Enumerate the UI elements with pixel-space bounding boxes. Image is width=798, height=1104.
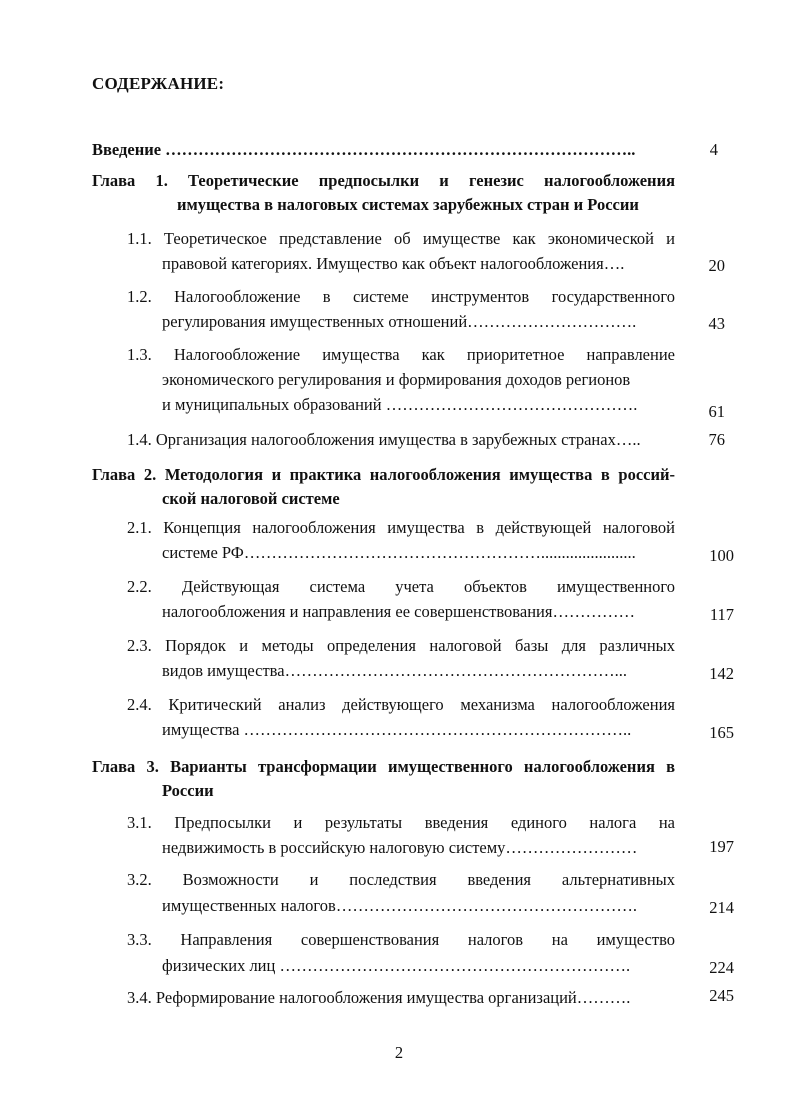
page-title: СОДЕРЖАНИЕ: (92, 74, 225, 93)
toc-2-3-page: 142 (709, 664, 734, 683)
toc-3-3-cont: физических лиц ………………………………………………………. (162, 956, 631, 975)
toc-3-2-page: 214 (709, 898, 734, 917)
toc-3-3-page: 224 (709, 958, 734, 977)
toc-2-1-cont: системе РФ………………………………………………....................... (162, 543, 636, 562)
toc-1-1-cont: правовой категориях. Имущество как объект налогообложения…. (162, 254, 625, 273)
chapter-1-heading: Глава 1. Теоретические предпосылки и генезис налогообложения (92, 171, 675, 190)
chapter-2-heading-cont: ской налоговой системе (162, 489, 340, 508)
toc-3-2: 3.2. Возможности и последствия введения альтернативных (127, 870, 675, 889)
toc-3-4-page: 245 (709, 986, 734, 1005)
toc-3-1-page: 197 (709, 837, 734, 856)
toc-2-3: 2.3. Порядок и методы определения налоговой базы для различных (127, 636, 675, 655)
toc-1-3-cont2: и муниципальных образований ………………………………………. (162, 395, 638, 414)
toc-2-3-cont: видов имущества……………………………………………………... (162, 661, 627, 680)
page-number: 2 (394, 1043, 404, 1062)
toc-intro: Введение ………………………………………………………………………….. (92, 140, 636, 159)
toc-1-3-cont: экономического регулирования и формирования доходов регионов (162, 370, 631, 389)
toc-2-2-cont: налогообложения и направления ее совершенствования…………… (162, 602, 635, 621)
toc-1-4-page: 76 (708, 430, 725, 449)
toc-2-1-page: 100 (709, 546, 734, 565)
toc-1-3-page: 61 (708, 402, 725, 421)
toc-1-3: 1.3. Налогообложение имущества как приоритетное направление (127, 345, 675, 364)
toc-1-1-page: 20 (708, 256, 725, 275)
toc-1-4: 1.4. Организация налогообложения имущества в зарубежных странах….. (127, 430, 641, 449)
chapter-1-heading-cont: имущества в налоговых системах зарубежных стран и России (177, 195, 639, 214)
chapter-3-heading: Глава 3. Варианты трансформации имущественного налогообложения в (92, 757, 675, 776)
chapter-3-heading-cont: России (162, 781, 214, 800)
toc-2-2: 2.2. Действующая система учета объектов имущественного (127, 577, 675, 596)
toc-2-4: 2.4. Критический анализ действующего механизма налогообложения (127, 695, 675, 714)
toc-3-1: 3.1. Предпосылки и результаты введения единого налога на (127, 813, 675, 832)
toc-1-2: 1.2. Налогообложение в системе инструментов государственного (127, 287, 675, 306)
toc-2-4-page: 165 (709, 723, 734, 742)
toc-3-4: 3.4. Реформирование налогообложения имущества организаций………. (127, 988, 631, 1007)
toc-1-2-cont: регулирования имущественных отношений…………………………. (162, 312, 637, 331)
toc-2-2-page: 117 (709, 605, 734, 624)
toc-3-3: 3.3. Направления совершенствования налогов на имущество (127, 930, 675, 949)
toc-intro-page: 4 (709, 140, 718, 159)
toc-1-2-page: 43 (708, 314, 725, 333)
toc-3-2-cont: имущественных налогов………………………………………………. (162, 896, 637, 915)
toc-2-4-cont: имущества …………………………………………………………….. (162, 720, 632, 739)
toc-2-1: 2.1. Концепция налогообложения имущества в действующей налоговой (127, 518, 675, 537)
toc-3-1-cont: недвижимость в российскую налоговую систему…………………… (162, 838, 638, 857)
toc-1-1: 1.1. Теоретическое представление об имуществе как экономической и (127, 229, 675, 248)
chapter-2-heading: Глава 2. Методология и практика налогообложения имущества в россий- (92, 465, 675, 484)
